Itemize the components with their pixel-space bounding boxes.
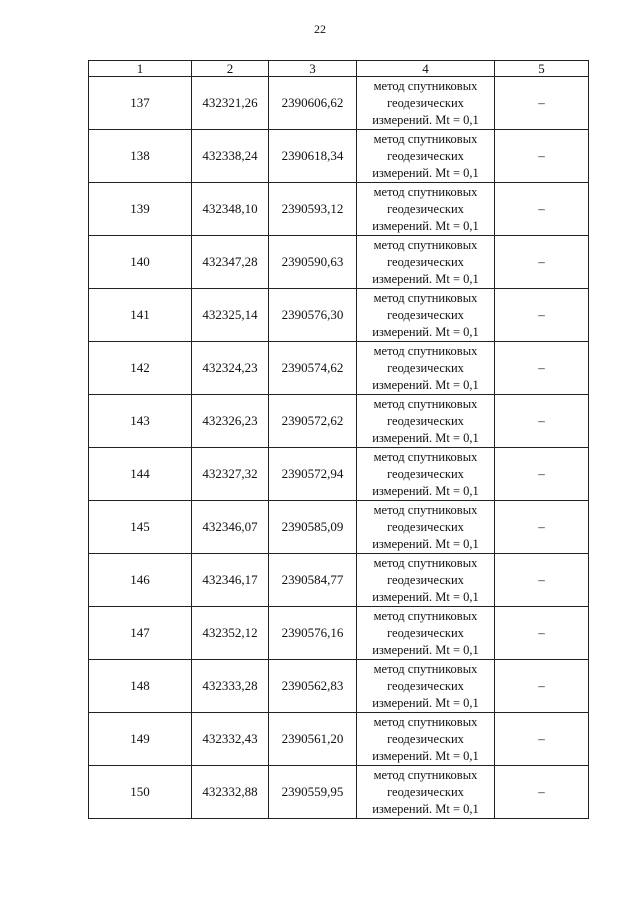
y-coordinate-cell: 2390576,16 bbox=[269, 607, 357, 660]
table-row bbox=[89, 501, 589, 554]
method-cell bbox=[357, 448, 495, 501]
column-5-cell: – bbox=[495, 660, 589, 713]
x-coordinate-cell: 432327,32 bbox=[192, 448, 269, 501]
y-coordinate-cell: 2390618,34 bbox=[269, 130, 357, 183]
method-text-line: геодезических bbox=[387, 519, 464, 534]
method-text-line: геодезических bbox=[387, 148, 464, 163]
x-coordinate-cell: 432326,23 bbox=[192, 395, 269, 448]
y-coordinate-cell: 2390585,09 bbox=[269, 501, 357, 554]
point-number-cell: 138 bbox=[89, 130, 192, 183]
table-row bbox=[89, 342, 589, 395]
y-coordinate-cell: 2390606,62 bbox=[269, 77, 357, 130]
table-row bbox=[89, 607, 589, 660]
method-text-line: геодезических bbox=[387, 413, 464, 428]
method-text-line: метод спутниковых bbox=[373, 608, 478, 623]
column-5-cell: – bbox=[495, 713, 589, 766]
coordinates-table bbox=[88, 60, 589, 819]
method-text-line: измерений. Mt = 0,1 bbox=[372, 377, 479, 392]
method-cell bbox=[357, 236, 495, 289]
method-text-line: метод спутниковых bbox=[373, 502, 478, 517]
method-text-line: измерений. Mt = 0,1 bbox=[372, 801, 479, 816]
method-text-line: измерений. Mt = 0,1 bbox=[372, 695, 479, 710]
method-text-line: метод спутниковых bbox=[373, 290, 478, 305]
point-number-cell: 140 bbox=[89, 236, 192, 289]
table-row bbox=[89, 713, 589, 766]
method-text-line: метод спутниковых bbox=[373, 396, 478, 411]
column-5-cell: – bbox=[495, 183, 589, 236]
y-coordinate-cell: 2390559,95 bbox=[269, 766, 357, 819]
x-coordinate-cell: 432332,43 bbox=[192, 713, 269, 766]
x-coordinate-cell: 432332,88 bbox=[192, 766, 269, 819]
x-coordinate-cell: 432346,07 bbox=[192, 501, 269, 554]
method-text-line: метод спутниковых bbox=[373, 767, 478, 782]
method-text-line: измерений. Mt = 0,1 bbox=[372, 324, 479, 339]
method-text-line: измерений. Mt = 0,1 bbox=[372, 748, 479, 763]
point-number-cell: 141 bbox=[89, 289, 192, 342]
method-text-line: геодезических bbox=[387, 572, 464, 587]
point-number-cell: 143 bbox=[89, 395, 192, 448]
method-text-line: метод спутниковых bbox=[373, 237, 478, 252]
x-coordinate-cell: 432347,28 bbox=[192, 236, 269, 289]
method-cell bbox=[357, 501, 495, 554]
method-text-line: измерений. Mt = 0,1 bbox=[372, 271, 479, 286]
method-text-line: измерений. Mt = 0,1 bbox=[372, 218, 479, 233]
column-5-cell: – bbox=[495, 342, 589, 395]
table-header bbox=[89, 61, 589, 77]
method-text-line: геодезических bbox=[387, 95, 464, 110]
table-row bbox=[89, 130, 589, 183]
method-text-line: геодезических bbox=[387, 784, 464, 799]
x-coordinate-cell: 432321,26 bbox=[192, 77, 269, 130]
y-coordinate-cell: 2390576,30 bbox=[269, 289, 357, 342]
y-coordinate-cell: 2390593,12 bbox=[269, 183, 357, 236]
point-number-cell: 137 bbox=[89, 77, 192, 130]
x-coordinate-cell: 432348,10 bbox=[192, 183, 269, 236]
method-text-line: метод спутниковых bbox=[373, 555, 478, 570]
table-row bbox=[89, 448, 589, 501]
method-text-line: метод спутниковых bbox=[373, 78, 478, 93]
y-coordinate-cell: 2390561,20 bbox=[269, 713, 357, 766]
method-cell bbox=[357, 660, 495, 713]
point-number-cell: 139 bbox=[89, 183, 192, 236]
method-text-line: измерений. Mt = 0,1 bbox=[372, 112, 479, 127]
method-cell bbox=[357, 183, 495, 236]
x-coordinate-cell: 432325,14 bbox=[192, 289, 269, 342]
table-row bbox=[89, 77, 589, 130]
y-coordinate-cell: 2390562,83 bbox=[269, 660, 357, 713]
column-5-cell: – bbox=[495, 766, 589, 819]
method-cell bbox=[357, 554, 495, 607]
y-coordinate-cell: 2390590,63 bbox=[269, 236, 357, 289]
header-col-1: 1 bbox=[89, 61, 192, 77]
header-col-3: 3 bbox=[269, 61, 357, 77]
method-text-line: геодезических bbox=[387, 307, 464, 322]
x-coordinate-cell: 432333,28 bbox=[192, 660, 269, 713]
header-row bbox=[89, 61, 589, 77]
header-col-5: 5 bbox=[495, 61, 589, 77]
table-row bbox=[89, 236, 589, 289]
method-text-line: геодезических bbox=[387, 466, 464, 481]
table-row bbox=[89, 554, 589, 607]
method-cell bbox=[357, 395, 495, 448]
method-cell bbox=[357, 77, 495, 130]
point-number-cell: 145 bbox=[89, 501, 192, 554]
method-text-line: метод спутниковых bbox=[373, 343, 478, 358]
method-text-line: метод спутниковых bbox=[373, 714, 478, 729]
x-coordinate-cell: 432346,17 bbox=[192, 554, 269, 607]
method-cell bbox=[357, 607, 495, 660]
method-text-line: измерений. Mt = 0,1 bbox=[372, 536, 479, 551]
point-number-cell: 149 bbox=[89, 713, 192, 766]
point-number-cell: 150 bbox=[89, 766, 192, 819]
method-text-line: метод спутниковых bbox=[373, 661, 478, 676]
y-coordinate-cell: 2390572,62 bbox=[269, 395, 357, 448]
x-coordinate-cell: 432324,23 bbox=[192, 342, 269, 395]
column-5-cell: – bbox=[495, 289, 589, 342]
y-coordinate-cell: 2390572,94 bbox=[269, 448, 357, 501]
column-5-cell: – bbox=[495, 501, 589, 554]
method-text-line: метод спутниковых bbox=[373, 184, 478, 199]
table-row bbox=[89, 183, 589, 236]
method-text-line: измерений. Mt = 0,1 bbox=[372, 642, 479, 657]
header-col-4: 4 bbox=[357, 61, 495, 77]
method-cell bbox=[357, 289, 495, 342]
method-text-line: геодезических bbox=[387, 254, 464, 269]
y-coordinate-cell: 2390584,77 bbox=[269, 554, 357, 607]
method-cell bbox=[357, 342, 495, 395]
table-row bbox=[89, 766, 589, 819]
point-number-cell: 147 bbox=[89, 607, 192, 660]
method-cell bbox=[357, 130, 495, 183]
table-row bbox=[89, 660, 589, 713]
header-col-2: 2 bbox=[192, 61, 269, 77]
column-5-cell: – bbox=[495, 77, 589, 130]
table-body bbox=[89, 77, 589, 819]
method-text-line: метод спутниковых bbox=[373, 449, 478, 464]
method-text-line: геодезических bbox=[387, 625, 464, 640]
method-text-line: геодезических bbox=[387, 201, 464, 216]
table-row bbox=[89, 395, 589, 448]
method-text-line: измерений. Mt = 0,1 bbox=[372, 483, 479, 498]
column-5-cell: – bbox=[495, 448, 589, 501]
method-text-line: геодезических bbox=[387, 360, 464, 375]
method-text-line: метод спутниковых bbox=[373, 131, 478, 146]
column-5-cell: – bbox=[495, 236, 589, 289]
method-text-line: измерений. Mt = 0,1 bbox=[372, 589, 479, 604]
point-number-cell: 146 bbox=[89, 554, 192, 607]
column-5-cell: – bbox=[495, 607, 589, 660]
method-cell bbox=[357, 713, 495, 766]
column-5-cell: – bbox=[495, 130, 589, 183]
page-number: 22 bbox=[314, 22, 326, 36]
method-text-line: геодезических bbox=[387, 678, 464, 693]
method-text-line: измерений. Mt = 0,1 bbox=[372, 430, 479, 445]
x-coordinate-cell: 432352,12 bbox=[192, 607, 269, 660]
y-coordinate-cell: 2390574,62 bbox=[269, 342, 357, 395]
column-5-cell: – bbox=[495, 395, 589, 448]
point-number-cell: 144 bbox=[89, 448, 192, 501]
method-cell bbox=[357, 766, 495, 819]
method-text-line: измерений. Mt = 0,1 bbox=[372, 165, 479, 180]
point-number-cell: 148 bbox=[89, 660, 192, 713]
table-row bbox=[89, 289, 589, 342]
method-text-line: геодезических bbox=[387, 731, 464, 746]
column-5-cell: – bbox=[495, 554, 589, 607]
x-coordinate-cell: 432338,24 bbox=[192, 130, 269, 183]
point-number-cell: 142 bbox=[89, 342, 192, 395]
